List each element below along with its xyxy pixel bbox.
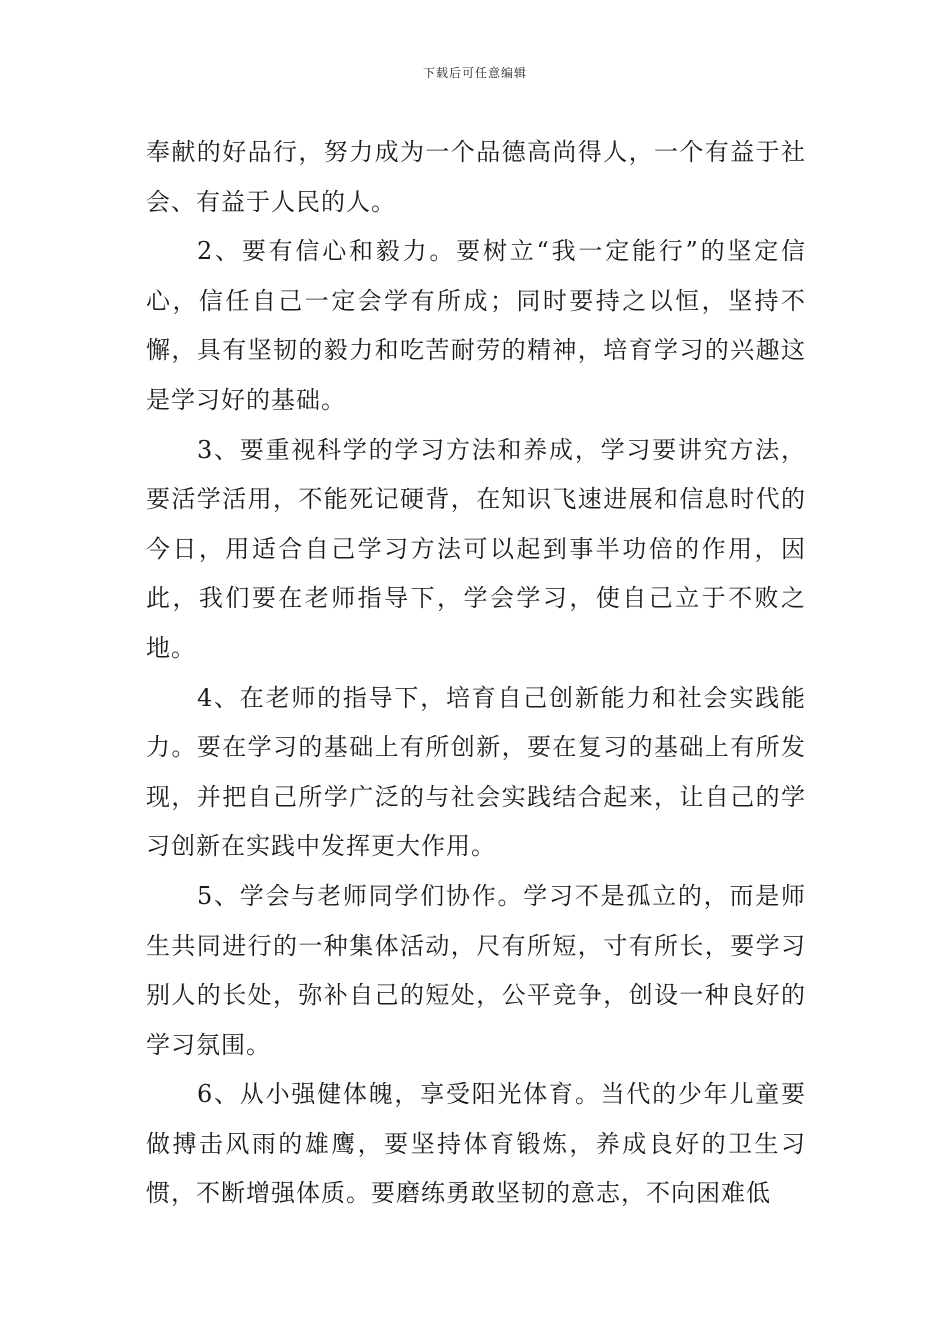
paragraph: 4、在老师的指导下，培育自己创新能力和社会实践能力。要在学习的基础上有所创新，要在复习的基础上有所发现，并把自己所学广泛的与社会实践结合起来，让自己的学习创新在实践中发挥更大作用。	[146, 683, 806, 861]
paragraph: 奉献的好品行，努力成为一个品德高尚得人，一个有益于社会、有益于人民的人。	[146, 138, 806, 216]
paragraph: 6、从小强健体魄，享受阳光体育。当代的少年儿童要做搏击风雨的雄鹰，要坚持体育锻炼，养成良好的卫生习惯，不断增强体质。要磨练勇敢坚韧的意志，不向困难低	[146, 1080, 806, 1208]
paragraph: 2、要有信心和毅力。要树立“我一定能行”的坚定信心，信任自己一定会学有所成；同时要持之以恒，坚持不懈，具有坚韧的毅力和吃苦耐劳的精神，培育学习的兴趣这是学习好的基础。	[146, 237, 806, 414]
document-body	[146, 128, 806, 1219]
paragraph: 5、学会与老师同学们协作。学习不是孤立的，而是师生共同进行的一种集体活动，尺有所短，寸有所长，要学习别人的长处，弥补自己的短处，公平竞争，创设一种良好的学习氛围。	[146, 881, 806, 1059]
page-header: 下载后可任意编辑	[422, 66, 527, 80]
paragraph: 3、要重视科学的学习方法和养成，学习要讲究方法，要活学活用，不能死记硬背，在知识飞速进展和信息时代的今日，用适合自己学习方法可以起到事半功倍的作用，因此，我们要在老师指导下，学会学习，使自己立于不败之地。	[146, 435, 806, 662]
